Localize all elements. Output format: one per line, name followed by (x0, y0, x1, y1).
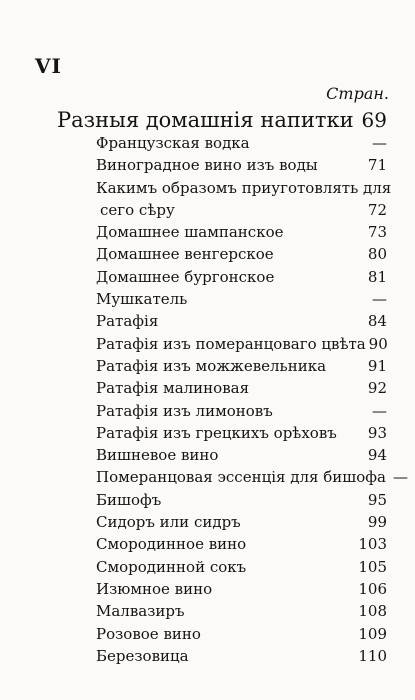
toc-entry (96, 377, 387, 399)
toc-entry (96, 600, 387, 622)
page-column-header: Стран. (326, 84, 389, 103)
toc-entry-title: Домашнее венгерское (96, 245, 274, 264)
toc-entry (96, 266, 387, 288)
toc-entry (96, 154, 387, 176)
toc-entry-title: Березовица (96, 646, 189, 665)
section-heading (57, 108, 387, 132)
page-number: VI (35, 54, 62, 78)
toc-entry (96, 355, 387, 377)
toc-entry (96, 310, 387, 332)
toc-entry-title: Виноградное вино изъ воды (96, 156, 318, 175)
toc-entry-title: Ратафія изъ грецкихъ орѣховъ (96, 423, 337, 442)
toc-entry (96, 511, 387, 533)
toc-entry-title: Бишофъ (96, 490, 162, 509)
toc-entry-page: 103 (358, 535, 387, 554)
section-page: 69 (361, 108, 387, 132)
toc-entry-page: — (392, 468, 408, 487)
toc-entry (96, 623, 387, 645)
toc-entry-title: Изюмное вино (96, 579, 213, 598)
toc-entry-title: Какимъ образомъ приуготовлять для (96, 178, 392, 197)
toc-entry (96, 177, 392, 199)
toc-entry (96, 489, 387, 511)
toc-entry-page: 84 (367, 312, 387, 331)
toc-entry (96, 333, 387, 355)
toc-entry-page: 90 (368, 334, 388, 353)
toc-entry (96, 466, 408, 488)
toc-entry-page: 106 (358, 579, 387, 598)
toc-entry-page: 73 (367, 223, 387, 242)
toc-entry-title: Мушкатель (96, 290, 188, 309)
toc-entry-page: 80 (367, 245, 387, 264)
toc-entry (96, 645, 387, 667)
toc-entry-page: 109 (358, 624, 387, 643)
section-title: Разныя домашнія напитки (57, 108, 354, 132)
toc-entry-title: Сидоръ или сидръ (96, 513, 241, 532)
toc-entry-page: 91 (367, 356, 387, 375)
toc-entry-page: 108 (358, 602, 387, 621)
toc-entry (96, 132, 387, 154)
toc-entry-page: 71 (367, 156, 387, 175)
toc-entry (96, 444, 387, 466)
toc-entry-title: Смородинное вино (96, 535, 247, 554)
toc-entry (96, 199, 387, 221)
toc-entry (96, 221, 387, 243)
toc-entry-page: 93 (367, 423, 387, 442)
toc-entry-title: Вишневое вино (96, 446, 219, 465)
toc-entry-title: Ратафія (96, 312, 159, 331)
toc-entry-page: 94 (367, 446, 387, 465)
toc-entry (96, 533, 387, 555)
toc-entry-page: 99 (367, 513, 387, 532)
toc-entry-title: Розовое вино (96, 624, 201, 643)
toc-entry-page: 110 (358, 646, 387, 665)
toc-entry-title: Французская водка (96, 134, 250, 152)
toc-entry (96, 400, 387, 422)
toc-entry-page: 92 (367, 379, 387, 398)
toc-entry (96, 288, 387, 310)
toc-entry (96, 243, 387, 265)
toc-entry (96, 422, 387, 444)
toc-entry-page: 81 (367, 267, 387, 286)
toc-entry-title: Ратафія изъ померанцоваго цвѣта (96, 334, 366, 353)
toc-entry (96, 556, 387, 578)
toc-entry (96, 578, 387, 600)
toc-list (96, 132, 408, 667)
toc-entry-page: 105 (358, 557, 387, 576)
toc-entry-title: Домашнее шампанское (96, 223, 284, 242)
toc-entry-page: 72 (367, 200, 387, 219)
toc-entry-page: — (372, 290, 387, 309)
toc-entry-title: Померанцовая эссенція для бишофа (96, 468, 386, 487)
toc-entry-title: Домашнее бургонское (96, 267, 275, 286)
toc-entry-title: Малвазиръ (96, 602, 185, 621)
toc-entry-title: Ратафія изъ можжевельника (96, 356, 327, 375)
toc-entry-page: 95 (367, 490, 387, 509)
toc-entry-title: Смородинной сокъ (96, 557, 247, 576)
toc-entry-page: — (372, 134, 387, 152)
toc-entry-title: Ратафія изъ лимоновъ (96, 401, 273, 420)
toc-entry-title: сего сѣру (100, 200, 175, 219)
toc-entry-title: Ратафія малиновая (96, 379, 250, 398)
toc-entry-page: — (372, 401, 387, 420)
